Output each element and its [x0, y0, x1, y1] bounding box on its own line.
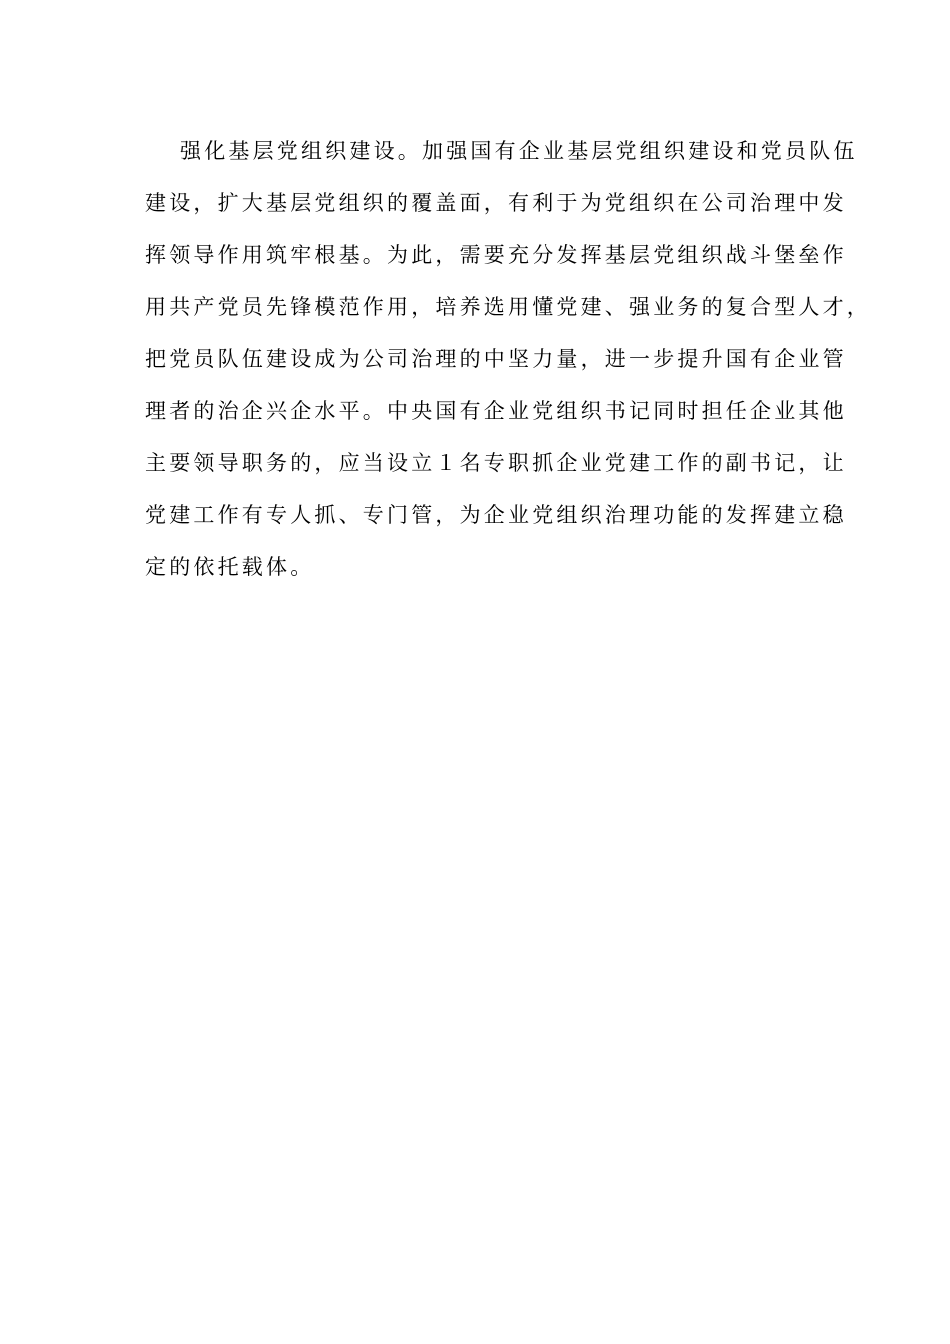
paragraph-line: 把党员队伍建设成为公司治理的中坚力量，进一步提升国有企业管: [145, 347, 847, 371]
paragraph-line: 定的依托载体。: [145, 555, 315, 579]
paragraph-line: 建设，扩大基层党组织的覆盖面，有利于为党组织在公司治理中发: [145, 191, 847, 215]
paragraph-line: 挥领导作用筑牢根基。为此，需要充分发挥基层党组织战斗堡垒作: [145, 243, 847, 267]
paragraph-line: 用共产党员先锋模范作用，培养选用懂党建、强业务的复合型人才，: [145, 295, 871, 319]
paragraph-line: 主要领导职务的，应当设立１名专职抓企业党建工作的副书记，让: [145, 451, 847, 475]
paragraph-line: 理者的治企兴企水平。中央国有企业党组织书记同时担任企业其他: [145, 399, 847, 423]
body-paragraph: [145, 125, 871, 593]
paragraph-line: 强化基层党组织建设。加强国有企业基层党组织建设和党员队伍: [180, 139, 858, 163]
paragraph-line: 党建工作有专人抓、专门管，为企业党组织治理功能的发挥建立稳: [145, 503, 847, 527]
